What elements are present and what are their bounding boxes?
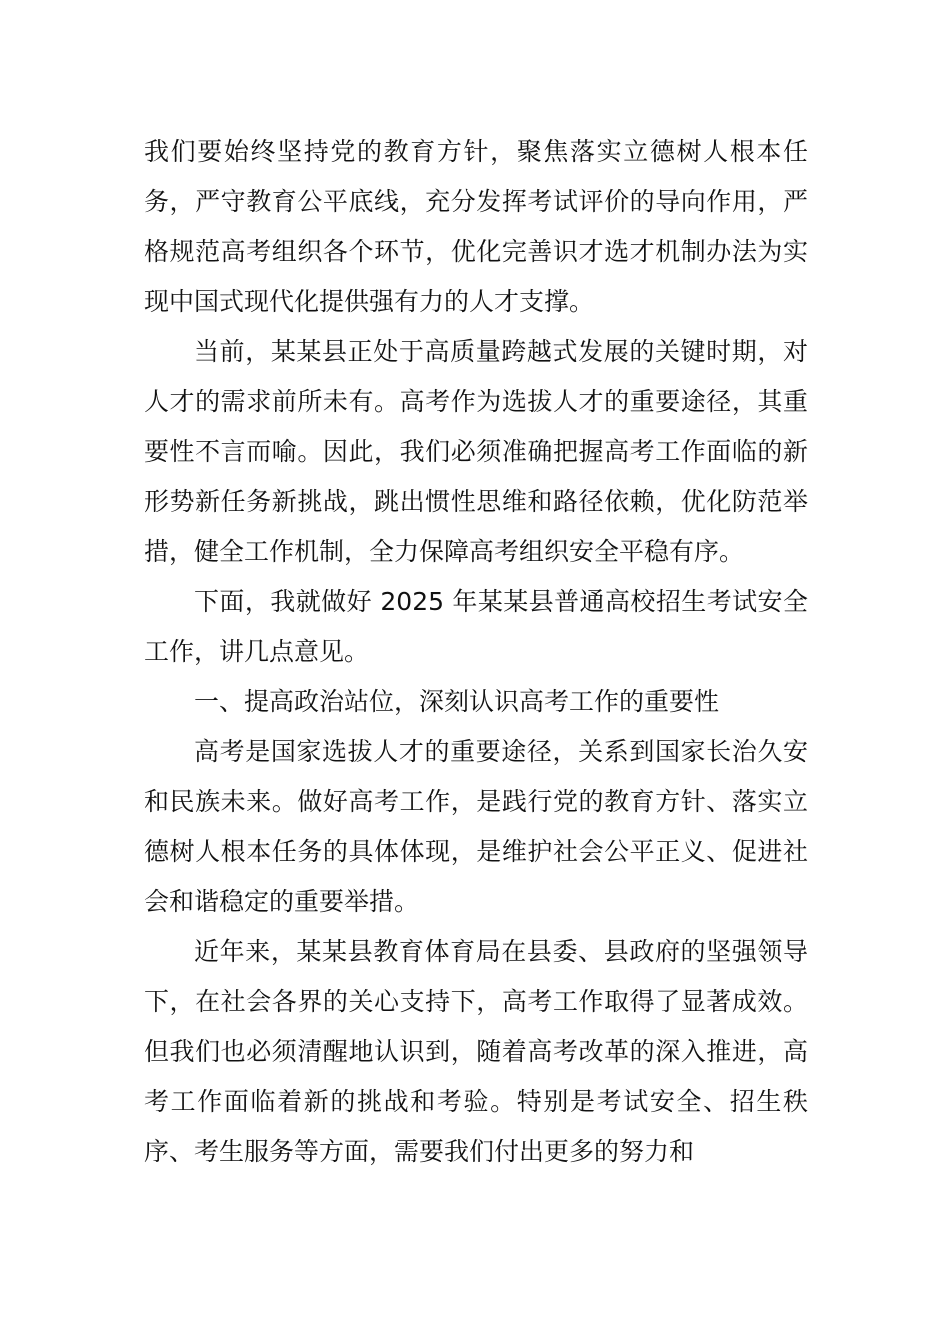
paragraph-importance: 高考是国家选拔人才的重要途径，关系到国家长治久安和民族未来。做好高考工作，是践行党的教育方针、落实立德树人根本任务的具体体现，是维护社会公平正义、促进社会和谐稳定的重要举措。 [144, 737, 808, 916]
paragraph-recent-years: 近年来，某某县教育体育局在县委、县政府的坚强领导下，在社会各界的关心支持下，高考工作取得了显著成效。但我们也必须清醒地认识到，随着高考改革的深入推进，高考工作面临着新的挑战和考验。特别是考试安全、招生秩序、考生服务等方面，需要我们付出更多的努力和 [144, 937, 808, 1166]
paragraph-introduction: 下面，我就做好 2025 年某某县普通高校招生考试安全工作，讲几点意见。 [144, 587, 808, 666]
paragraph-current-situation: 当前，某某县正处于高质量跨越式发展的关键时期，对人才的需求前所未有。高考作为选拔人才的重要途径，其重要性不言而喻。因此，我们必须准确把握高考工作面临的新形势新任务新挑战，跳出惯性思维和路径依赖，优化防范举措，健全工作机制，全力保障高考组织安全平稳有序。 [144, 337, 808, 566]
paragraph-continuation: 我们要始终坚持党的教育方针，聚焦落实立德树人根本任务，严守教育公平底线，充分发挥考试评价的导向作用，严格规范高考组织各个环节，优化完善识才选才机制办法为实现中国式现代化提供强有力的人才支撑。 [144, 137, 808, 316]
section-heading-1: 一、提高政治站位，深刻认识高考工作的重要性 [194, 687, 720, 716]
document-body [144, 127, 808, 1177]
